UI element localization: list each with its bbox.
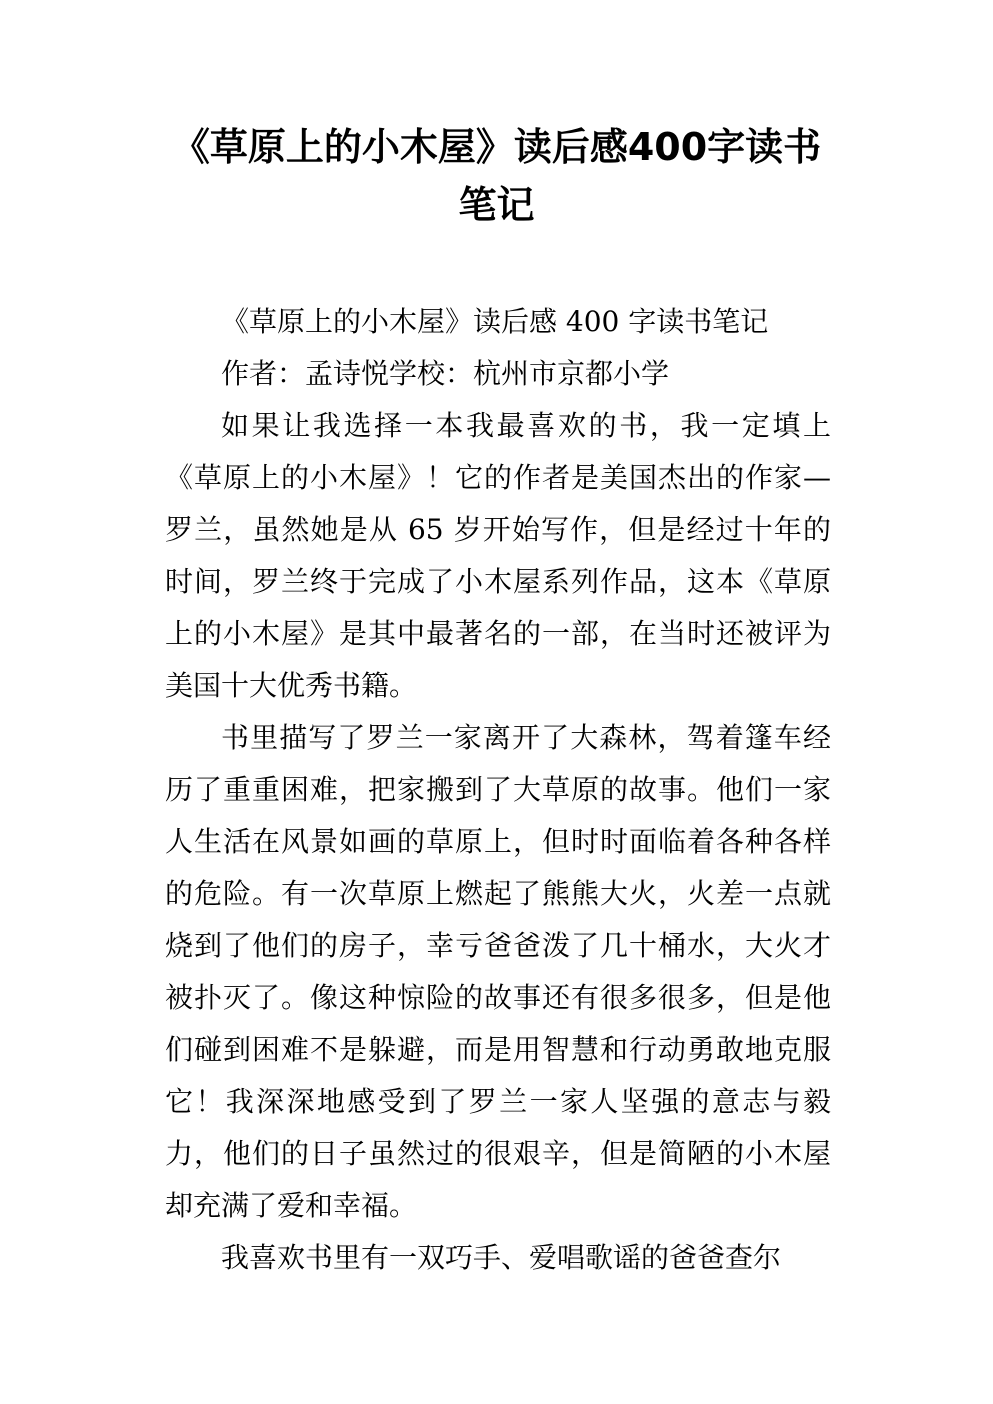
paragraph: 我喜欢书里有一双巧手、爱唱歌谣的爸爸查尔 <box>221 1241 782 1274</box>
paragraph: 书里描写了罗兰一家离开了大森林，驾着篷车经历了重重困难，把家搬到了大草原的故事。他们一家人生活在风景如画的草原上，但时时面临着各种各样的危险。有一次草原上燃起了熊熊大火，火差一点就烧到了他们的房子，幸亏爸爸泼了几十桶水，大火才被扑灭了。像这种惊险的故事还有很多很多，但是他们碰到困难不是躲避，而是用智慧和行动勇敢地克服它！我深深地感受到了罗兰一家人坚强的意志与毅力，他们的日子虽然过的很艰辛，但是简陋的小木屋却充满了爱和幸福。 <box>165 721 831 1222</box>
document-title: 《草原上的小木屋》读后感400字读书笔记 <box>171 125 822 227</box>
author-line: 作者：孟诗悦学校：杭州市京都小学 <box>221 357 670 390</box>
document-subtitle: 《草原上的小木屋》读后感 400 字读书笔记 <box>221 305 769 338</box>
document-body <box>165 296 831 1284</box>
paragraph: 如果让我选择一本我最喜欢的书，我一定填上《草原上的小木屋》！它的作者是美国杰出的作家—罗兰，虽然她是从 65 岁开始写作，但是经过十年的时间，罗兰终于完成了小木屋系列作品，这本《草原上的小木屋》是其中最著名的一部，在当时还被评为美国十大优秀书籍。 <box>165 409 831 702</box>
